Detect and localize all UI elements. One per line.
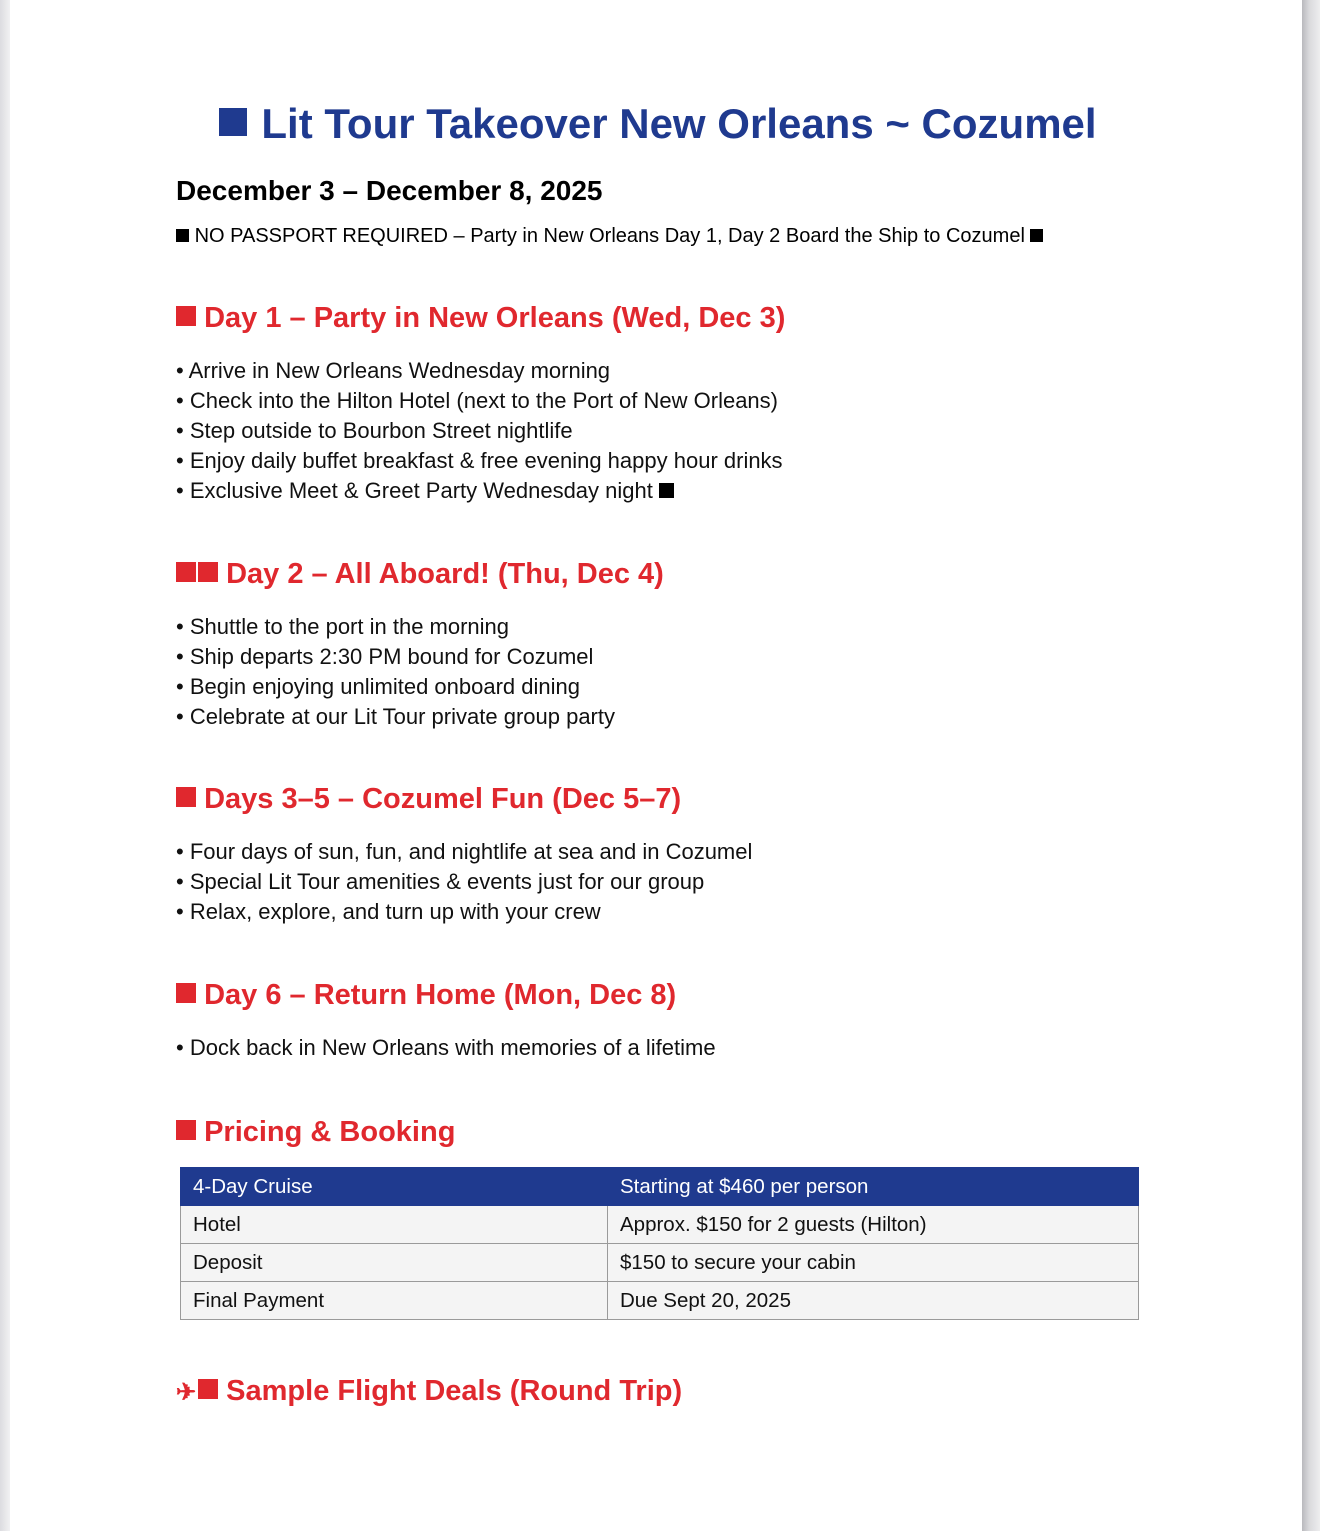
square-bullet-icon xyxy=(219,108,247,136)
passport-note-text: NO PASSPORT REQUIRED – Party in New Orleans Day 1, Day 2 Board the Ship to Cozumel xyxy=(194,225,1025,247)
list-item: • Ship departs 2:30 PM bound for Cozumel xyxy=(176,642,615,672)
passport-note xyxy=(176,225,1043,248)
square-bullet-icon xyxy=(659,483,674,498)
document-page xyxy=(10,0,1302,1531)
viewer-right-edge xyxy=(1302,0,1320,1531)
table-header-row xyxy=(181,1168,1139,1206)
list-item: • Begin enjoying unlimited onboard dining xyxy=(176,672,615,702)
table-cell: Due Sept 20, 2025 xyxy=(608,1282,1139,1320)
square-bullet-icon xyxy=(176,1120,196,1140)
table-cell: Hotel xyxy=(181,1206,608,1244)
list-item: • Arrive in New Orleans Wednesday morning xyxy=(176,356,783,386)
list-item-text: Exclusive Meet & Greet Party Wednesday night xyxy=(189,478,653,503)
list-item: • Relax, explore, and turn up with your crew xyxy=(176,897,752,927)
section-heading-days3-5 xyxy=(176,783,681,816)
day1-list xyxy=(176,356,783,506)
square-bullet-icon xyxy=(176,306,196,326)
list-item: • Special Lit Tour amenities & events just for our group xyxy=(176,867,752,897)
table-cell: Deposit xyxy=(181,1244,608,1282)
table-row xyxy=(181,1244,1139,1282)
day6-list xyxy=(176,1033,716,1063)
section-heading-text: Day 6 – Return Home (Mon, Dec 8) xyxy=(204,979,677,1011)
table-cell: 4-Day Cruise xyxy=(181,1168,608,1206)
list-item: • Dock back in New Orleans with memories of a lifetime xyxy=(176,1033,716,1063)
pricing-table xyxy=(180,1167,1139,1320)
airplane-icon: ✈ xyxy=(176,1379,197,1406)
trip-dates: December 3 – December 8, 2025 xyxy=(176,175,603,206)
square-bullet-icon xyxy=(176,562,196,582)
table-cell: Starting at $460 per person xyxy=(608,1168,1139,1206)
list-item xyxy=(176,476,783,506)
document-title-text: Lit Tour Takeover New Orleans ~ Cozumel xyxy=(261,100,1097,147)
square-bullet-icon xyxy=(176,983,196,1003)
viewer-left-edge xyxy=(0,0,10,1531)
section-heading-pricing xyxy=(176,1116,455,1149)
list-item: • Step outside to Bourbon Street nightlife xyxy=(176,416,783,446)
section-heading-day1 xyxy=(176,302,785,335)
day2-list xyxy=(176,612,615,732)
section-heading-text: Days 3–5 – Cozumel Fun (Dec 5–7) xyxy=(204,783,682,815)
days3-5-list xyxy=(176,837,752,927)
square-bullet-icon xyxy=(1030,229,1043,242)
list-item: • Celebrate at our Lit Tour private group party xyxy=(176,702,615,732)
table-row xyxy=(181,1282,1139,1320)
table-cell: Final Payment xyxy=(181,1282,608,1320)
square-bullet-icon xyxy=(198,1379,218,1399)
section-heading-day6 xyxy=(176,979,676,1012)
square-bullet-icon xyxy=(198,562,218,582)
document-title xyxy=(10,100,1306,148)
square-bullet-icon xyxy=(176,787,196,807)
section-heading-day2 xyxy=(176,558,664,591)
section-heading-text: Sample Flight Deals (Round Trip) xyxy=(226,1375,683,1407)
section-heading-flights xyxy=(176,1375,682,1408)
list-item: • Four days of sun, fun, and nightlife at sea and in Cozumel xyxy=(176,837,752,867)
section-heading-text: Day 1 – Party in New Orleans (Wed, Dec 3) xyxy=(204,302,786,334)
table-row xyxy=(181,1206,1139,1244)
list-item: • Enjoy daily buffet breakfast & free evening happy hour drinks xyxy=(176,446,783,476)
list-item: • Shuttle to the port in the morning xyxy=(176,612,615,642)
table-cell: $150 to secure your cabin xyxy=(608,1244,1139,1282)
section-heading-text: Day 2 – All Aboard! (Thu, Dec 4) xyxy=(226,558,664,590)
square-bullet-icon xyxy=(176,229,189,242)
list-item: • Check into the Hilton Hotel (next to the Port of New Orleans) xyxy=(176,386,783,416)
section-heading-text: Pricing & Booking xyxy=(204,1116,456,1148)
table-cell: Approx. $150 for 2 guests (Hilton) xyxy=(608,1206,1139,1244)
